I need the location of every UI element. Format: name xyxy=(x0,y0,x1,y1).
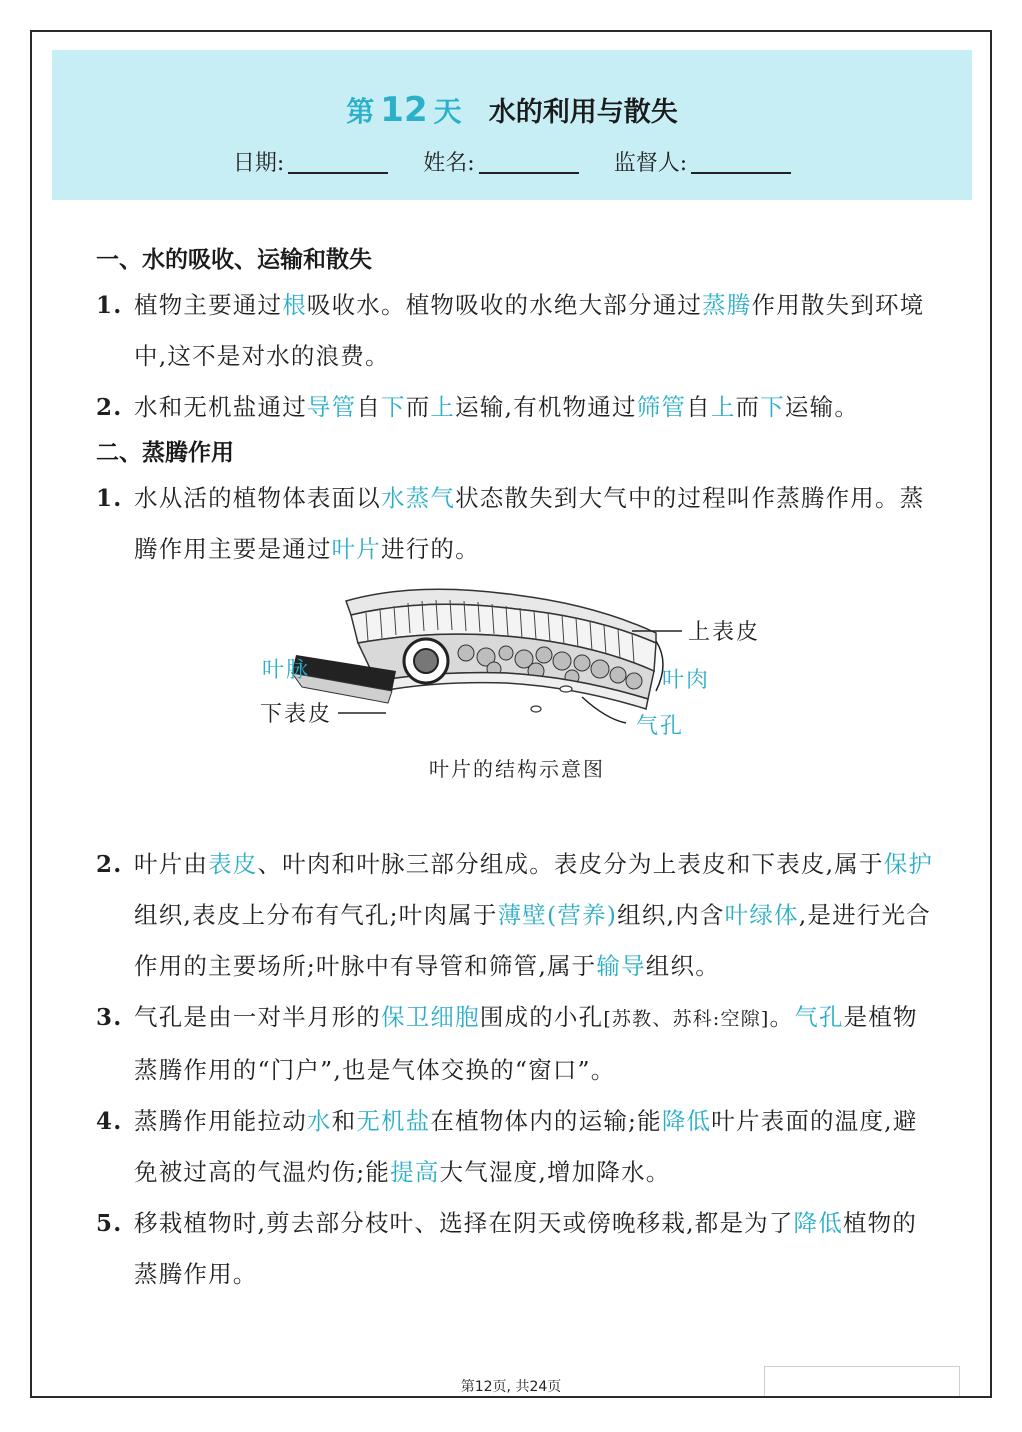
name-field xyxy=(423,146,578,177)
leaf-structure-figure xyxy=(96,581,938,821)
highlight: 下 xyxy=(760,393,785,421)
text: 植物主要通过 xyxy=(134,291,283,319)
lesson-title: 水的利用与散失 xyxy=(488,97,678,128)
text: 在植物体内的运输;能 xyxy=(430,1107,662,1135)
text: 自 xyxy=(356,393,382,421)
item-number: 5. xyxy=(96,1210,123,1237)
text: 进行的。 xyxy=(381,535,480,563)
highlight: 下 xyxy=(381,393,406,421)
highlight: 降低 xyxy=(793,1209,843,1237)
list-item xyxy=(96,473,938,575)
leaf-diagram xyxy=(96,581,938,821)
supervisor-field xyxy=(614,146,791,177)
meta-row xyxy=(52,146,972,177)
item-number: 2. xyxy=(96,851,123,878)
figure-caption: 叶片的结构示意图 xyxy=(429,757,605,781)
date-field xyxy=(233,146,388,177)
highlight: 薄壁(营养) xyxy=(497,901,618,929)
text: 运输,有机物通过 xyxy=(455,393,637,421)
highlight: 气孔 xyxy=(794,1003,844,1031)
highlight: 降低 xyxy=(661,1107,712,1135)
text: 移栽植物时,剪去部分枝叶、选择在阴天或傍晚移栽,都是为了 xyxy=(134,1209,794,1237)
label-mesophyll: 叶肉 xyxy=(662,668,711,693)
highlight: 叶片 xyxy=(331,535,382,563)
day-prefix: 第 xyxy=(346,95,375,128)
text: 大气湿度,增加降水。 xyxy=(439,1158,671,1186)
highlight: 上 xyxy=(430,393,456,421)
text: 组织,内含 xyxy=(617,901,725,929)
text: 和 xyxy=(331,1107,357,1135)
highlight: 筛管 xyxy=(636,393,687,421)
text: 叶片表面的温度,避免被过高的气温灼伤;能 xyxy=(134,1107,918,1186)
highlight: 无机盐 xyxy=(356,1107,431,1135)
text: 运输。 xyxy=(784,393,860,421)
label-upper-epidermis: 上表皮 xyxy=(688,620,761,645)
label-lower-epidermis: 下表皮 xyxy=(260,702,333,727)
highlight: 保护 xyxy=(883,850,934,878)
text: 植物的蒸腾作用。 xyxy=(134,1209,918,1288)
highlight: 水 xyxy=(306,1107,332,1135)
text: 、叶肉和叶脉三部分组成。表皮分为上表皮和下表皮,属于 xyxy=(257,850,884,878)
text: 叶片由 xyxy=(134,850,209,878)
highlight: 表皮 xyxy=(208,850,258,878)
highlight: 蒸腾 xyxy=(702,291,752,319)
item-number: 2. xyxy=(96,394,123,421)
section-title-transpiration: 二、蒸腾作用 xyxy=(96,440,234,466)
text: 气孔是由一对半月形的 xyxy=(134,1003,381,1031)
item-number: 1. xyxy=(96,292,123,319)
highlight: 根 xyxy=(282,291,307,319)
text: 蒸腾作用能拉动 xyxy=(134,1107,307,1135)
header-band xyxy=(52,50,972,200)
supervisor-label: 监督人: xyxy=(613,151,688,176)
text: 组织。 xyxy=(645,952,720,980)
list-item xyxy=(96,382,938,433)
text: 水和无机盐通过 xyxy=(134,393,307,421)
label-vein: 叶脉 xyxy=(262,658,311,683)
day-suffix: 天 xyxy=(433,95,462,128)
list-item xyxy=(96,1198,938,1300)
item-number: 1. xyxy=(96,485,123,512)
page-title xyxy=(52,90,972,130)
text: 是植物蒸腾作用的“门户”,也是气体交换的“窗口”。 xyxy=(134,1003,918,1084)
page-footer: 第12页, 共24页 xyxy=(460,1379,562,1395)
text: 组织,表皮上分布有气孔;叶肉属于 xyxy=(134,901,498,929)
list-item xyxy=(96,280,938,382)
item-number: 4. xyxy=(96,1108,123,1135)
section-title-water-absorption: 一、水的吸收、运输和散失 xyxy=(96,247,372,273)
text: 围成的小孔 xyxy=(479,1003,604,1031)
highlight: 输导 xyxy=(596,952,646,980)
highlight: 上 xyxy=(710,393,736,421)
highlight: 水蒸气 xyxy=(381,484,456,512)
highlight: 导管 xyxy=(306,393,357,421)
item-number: 3. xyxy=(96,1004,123,1031)
text: 而 xyxy=(735,393,761,421)
highlight: 保卫细胞 xyxy=(381,1003,480,1031)
text: ,是进行光合作用的主要场所;叶脉中有导管和筛管,属于 xyxy=(134,901,931,980)
text: 吸收水。植物吸收的水绝大部分通过 xyxy=(306,291,703,319)
text: 作用散失到环境中,这不是对水的浪费。 xyxy=(134,291,925,370)
date-blank[interactable] xyxy=(288,154,388,174)
day-number: 12 xyxy=(380,90,428,130)
name-blank[interactable] xyxy=(479,154,579,174)
stoma-mark xyxy=(560,686,572,692)
text: 自 xyxy=(686,393,711,421)
highlight: 提高 xyxy=(390,1158,440,1186)
text: 水从活的植物体表面以 xyxy=(134,484,381,512)
text: 而 xyxy=(405,393,431,421)
list-item xyxy=(96,992,938,1096)
label-stoma: 气孔 xyxy=(636,714,685,739)
main-content xyxy=(96,240,938,1300)
text: 。 xyxy=(769,1003,795,1031)
date-label: 日期: xyxy=(232,151,285,176)
supervisor-blank[interactable] xyxy=(691,154,791,174)
list-item xyxy=(96,839,938,992)
list-item xyxy=(96,1096,938,1198)
edition-note: [苏教、苏科:空隙] xyxy=(603,1008,770,1030)
name-label: 姓名: xyxy=(423,151,475,176)
highlight: 叶绿体 xyxy=(724,901,799,929)
text: 状态散失到大气中的过程叫作蒸腾作用。蒸腾作用主要是通过 xyxy=(134,484,925,563)
